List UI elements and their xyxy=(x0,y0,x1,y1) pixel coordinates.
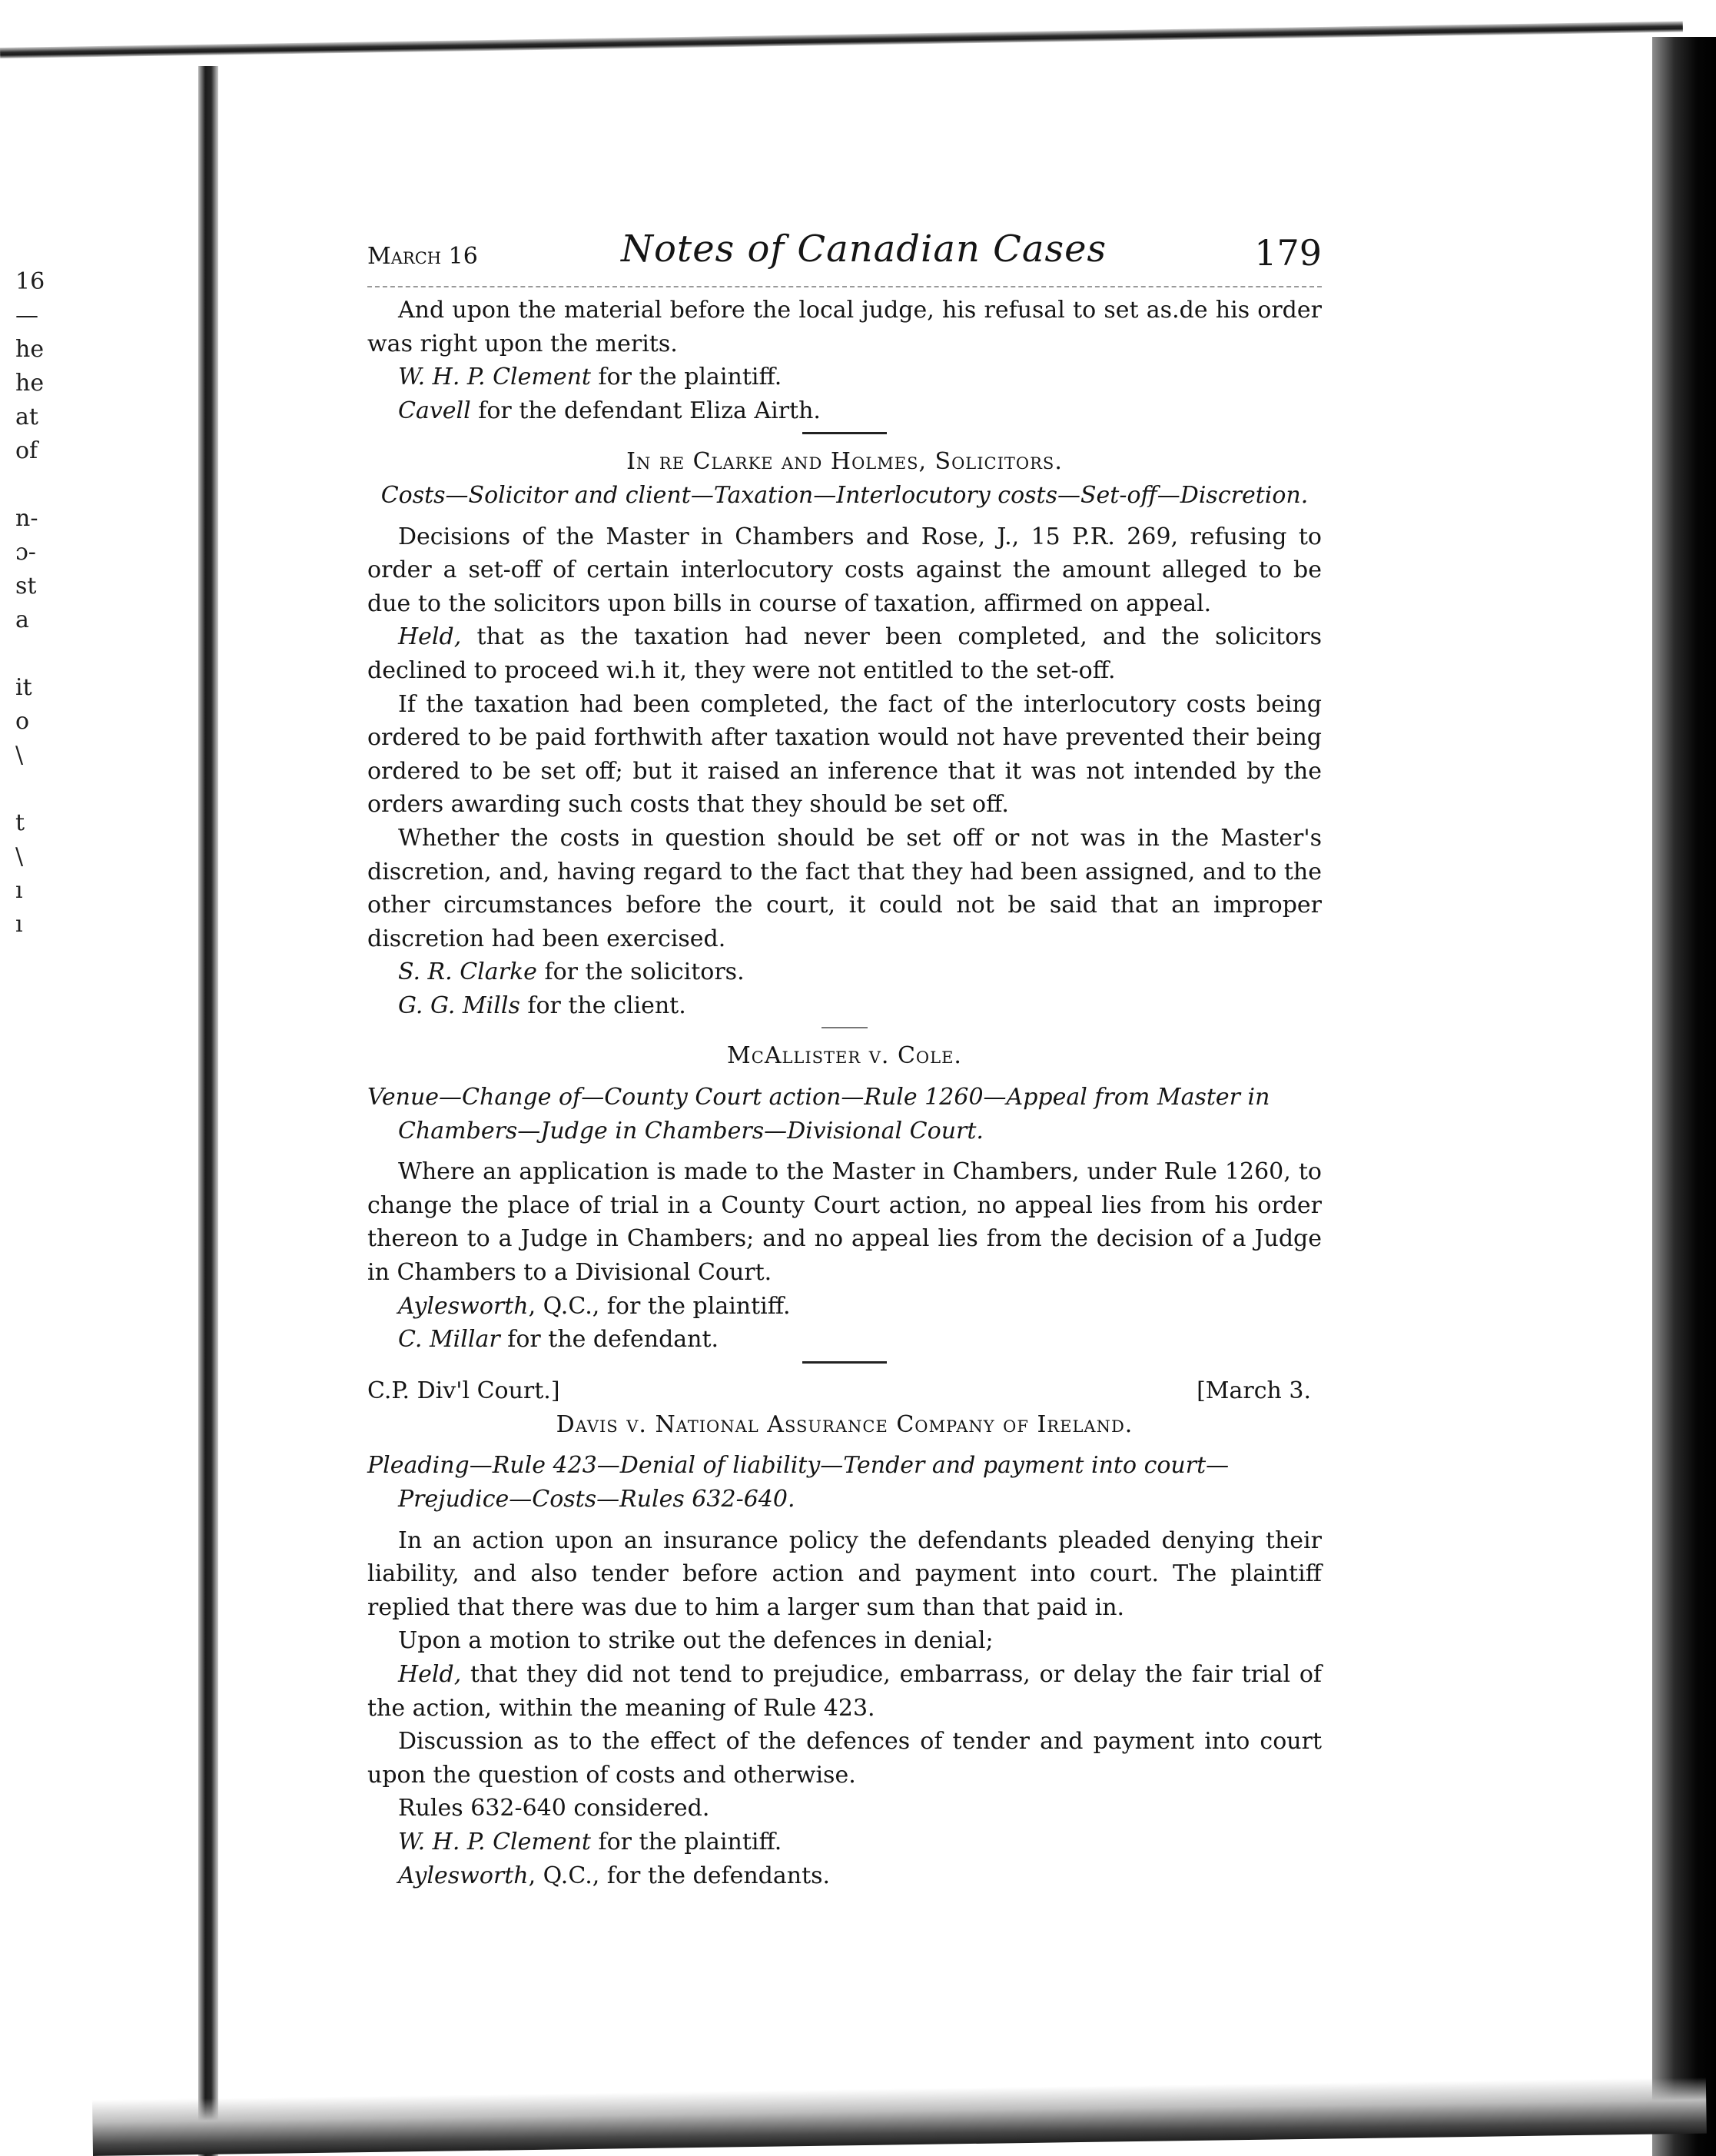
held-paragraph: Held, that they did not tend to prejudice, embarrass, or delay the fair trial of the action, within the meaning of Rule 423. xyxy=(367,1660,1322,1722)
section-rule xyxy=(802,1361,887,1364)
counsel-line: W. H. P. Clement for the plaintiff. xyxy=(398,364,782,391)
case-paragraph: Upon a motion to strike out the defences in denial; xyxy=(398,1627,994,1655)
header-date: March 16 xyxy=(367,243,478,270)
counsel-line: Cavell for the defendant Eliza Airth. xyxy=(398,397,821,424)
case-paragraph: Decisions of the Master in Chambers and Rose, J., 15 P.R. 269, refusing to order a set-off of certain interlocutory costs against the amount alleged to be due to the solicitors upon bills in course of taxation, affirmed on appeal. xyxy=(367,523,1322,617)
court-line xyxy=(367,1374,1322,1408)
case-headnote: Venue—Change of—County Court action—Rule 1260—Appeal from Master in Chambers—Judge in Chambers—Divisional Court. xyxy=(367,1084,1270,1144)
counsel-line: W. H. P. Clement for the plaintiff. xyxy=(398,1828,782,1855)
counsel-line: S. R. Clarke for the solicitors. xyxy=(398,958,745,986)
counsel-line: Aylesworth, Q.C., for the defendants. xyxy=(398,1862,831,1889)
held-paragraph: Held, that as the taxation had never been completed, and the solicitors declined to proceed wi.h it, they were not entitled to the set-off. xyxy=(367,623,1322,684)
section-rule xyxy=(821,1027,868,1028)
continued-paragraph: And upon the material before the local judge, his refusal to set as.de his order was right upon the merits. xyxy=(367,297,1322,357)
case-headnote: Costs—Solicitor and client—Taxation—Interlocutory costs—Set-off—Discretion. xyxy=(380,481,1309,509)
running-header xyxy=(367,223,1322,287)
counsel-line: C. Millar for the defendant. xyxy=(398,1326,719,1354)
counsel-line: G. G. Mills for the client. xyxy=(398,992,686,1019)
case-paragraph: In an action upon an insurance policy the defendants pleaded denying their liability, and also tender before action and payment into court. The plaintiff replied that there was due to him a larger sum than that paid in. xyxy=(367,1526,1322,1621)
bottom-scan-edge xyxy=(92,2078,1707,2156)
section-rule xyxy=(802,432,887,434)
page-number: 179 xyxy=(1254,232,1322,274)
case-title: McAllister v. Cole. xyxy=(727,1042,962,1070)
court-name: C.P. Div'l Court.] xyxy=(367,1377,560,1404)
case-paragraph: Rules 632-640 considered. xyxy=(398,1795,710,1822)
binding-gutter xyxy=(198,66,218,2156)
case-paragraph: Discussion as to the effect of the defences of tender and payment into court upon the question of costs and otherwise. xyxy=(367,1728,1322,1789)
decision-date: [March 3. xyxy=(1197,1377,1311,1404)
case-paragraph: If the taxation had been completed, the fact of the interlocutory costs being ordered to be paid forthwith after taxation would not have prevented their being ordered to be set off; but it raised an inference that it was not intended by the orders awarding such costs that they should be set off. xyxy=(367,690,1322,819)
page-body xyxy=(367,294,1322,1892)
header-title: Notes of Canadian Cases xyxy=(621,228,1107,271)
case-paragraph: Where an application is made to the Master in Chambers, under Rule 1260, to change the place of trial in a County Court action, no appeal lies from his order thereon to a Judge in Chambers; and no appeal lies from the decision of a Judge in Chambers to a Divisional Court. xyxy=(367,1158,1322,1287)
previous-page-margin: 16 — he he at of n- ɔ- st a it o \ t \ ı ı xyxy=(15,268,45,938)
case-paragraph: Whether the costs in question should be set off or not was in the Master's discretion, and, having regard to the fact that they had been assigned, and to the other circumstances before the court, it could not be said that an improper discretion had been exercised. xyxy=(367,824,1322,952)
case-title: In re Clarke and Holmes, Solicitors. xyxy=(626,448,1063,476)
top-shadow-edge xyxy=(0,22,1683,58)
right-scan-edge xyxy=(1652,37,1716,2156)
case-headnote: Pleading—Rule 423—Denial of liability—Tender and payment into court—Prejudice—Costs—Rules 632-640. xyxy=(367,1452,1230,1513)
case-title: Davis v. National Assurance Company of Ireland. xyxy=(556,1410,1133,1438)
counsel-line: Aylesworth, Q.C., for the plaintiff. xyxy=(398,1292,791,1320)
